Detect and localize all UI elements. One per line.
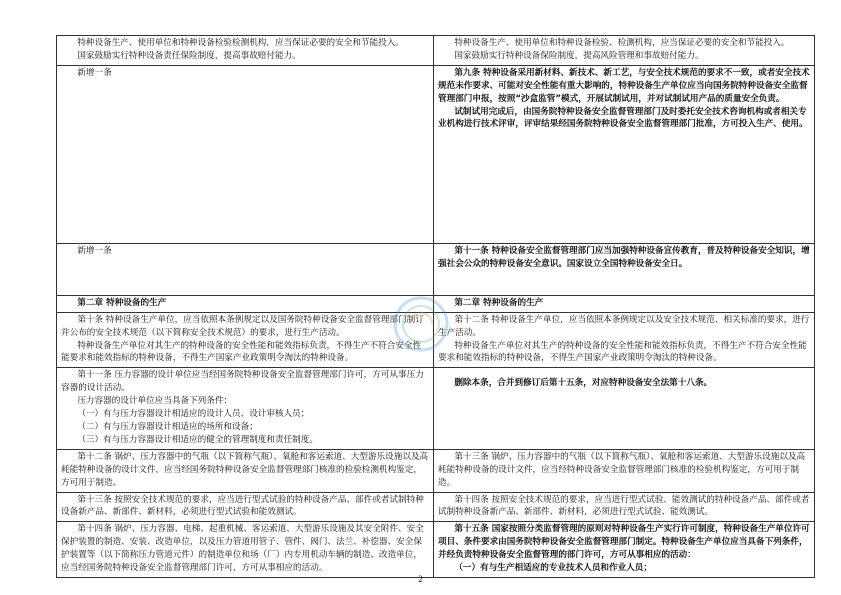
- new-text-cell: [434, 295, 815, 312]
- new-text-cell: [434, 312, 815, 368]
- chapter-heading: 第二章 特种设备的生产: [454, 297, 544, 308]
- paragraph: 第十四条 按照安全技术规范的要求，应当进行型式试验、能效测试的特种设备产品、部件或者试制特种设备新产品、新部件、新材料，必须进行型式试验、能效测试。: [438, 494, 810, 518]
- new-text-cell: [434, 492, 815, 522]
- paragraph: 第十五条 国家按照分类监督管理的原则对特种设备生产实行许可制度，特种设备生产单位许可项目、条件要求由国务院特种设备安全监督管理部门制定。特种设备生产单位应当具备下列条件，并经负责特种设备安全监督管理的部门许可，方可从事相应的活动：: [438, 524, 810, 561]
- paragraph: 试制试用完成后，由国务院特种设备安全监督管理部门及时委托安全技术咨询机构或者相关专业机构进行技术评审，评审结果经国务院特种设备安全监督管理部门批准，方可投入生产、使用。: [438, 106, 808, 130]
- paragraph: 第十三条 锅炉、压力容器中的气瓶（以下简称气瓶）、氧舱和客运索道、大型游乐设施以及高耗能特种设备的设计文件，应当经特种设备安全监督管理部门核准的检验机构鉴定，方可用于制造。: [438, 451, 806, 488]
- new-text-cell: [434, 522, 815, 578]
- paragraph: 国家鼓励实行特种设备责任保险制度，提高事故赔付能力。: [77, 50, 301, 61]
- new-text-cell: [434, 243, 815, 295]
- paragraph: 删除本条，合并到修订后第十五条，对应特种设备安全法第十八条。: [454, 378, 713, 389]
- paragraph: （三）有与压力容器设计相适应的健全的管理制度和责任制度。: [77, 434, 318, 445]
- paragraph: 特种设备生产、使用单位和特种设备检验、检测机构，应当保证必要的安全和节能投入。: [454, 38, 790, 48]
- table-row: [57, 492, 815, 522]
- old-text-cell: [57, 312, 434, 368]
- paragraph: 第十一条 压力容器的设计单位应当经国务院特种设备安全监督管理部门许可，方可从事压力容器的设计活动。: [61, 370, 424, 394]
- paragraph: 第十三条 按照安全技术规范的要求，应当进行型式试验的特种设备产品、部件或者试制特种设备新产品、新部件、新材料，必须进行型式试验和能效测试。: [61, 494, 424, 518]
- paragraph: 第九条 特种设备采用新材料、新技术、新工艺，与安全技术规范的要求不一致，或者安全技术规范未作要求、可能对安全性能有重大影响的，特种设备生产单位应当向国务院特种设备安全监督管理部门申报，按照“沙盒监管”模式，开展试制试用，并对试制试用产品的质量安全负责。: [438, 67, 810, 104]
- chapter-heading: 第二章 特种设备的生产: [77, 297, 167, 308]
- paragraph: 第十二条 特种设备生产单位，应当依照本条例规定以及安全技术规范、相关标准的要求，进行生产活动。: [438, 314, 810, 338]
- table-row: [57, 36, 815, 66]
- paragraph: 第十条 特种设备生产单位，应当依照本条例规定以及国务院特种设备安全监督管理部门制订并公布的安全技术规范（以下简称安全技术规范）的要求，进行生产活动。: [61, 314, 424, 338]
- old-text-cell: [57, 36, 434, 66]
- paragraph: 新增一条: [77, 245, 112, 256]
- new-text-cell: [434, 65, 815, 243]
- old-text-cell: [57, 243, 434, 295]
- paragraph: （一）有与压力容器设计相适应的设计人员、设计审核人员；: [77, 409, 310, 420]
- table-row: [57, 449, 815, 492]
- new-text-cell: [434, 36, 815, 66]
- old-text-cell: [57, 449, 434, 492]
- paragraph: 特种设备生产、使用单位和特种设备检验检测机构，应当保证必要的安全和节能投入。: [77, 38, 404, 48]
- seal-icon: [392, 295, 450, 353]
- paragraph: 国家鼓励实行特种设备保险制度，提高风险管理和事故赔付能力。: [454, 50, 704, 61]
- old-text-cell: [57, 492, 434, 522]
- paragraph: 第十二条 锅炉、压力容器中的气瓶（以下简称气瓶）、氧舱和客运索道、大型游乐设施以及高耗能特种设备的设计文件，应当经国务院特种设备安全监督管理部门核准的检验检测机构鉴定，方可用于制造。: [61, 451, 429, 488]
- paragraph: 特种设备生产单位对其生产的特种设备的安全性能和能效指标负责，不得生产不符合安全性能要求和能效指标的特种设备，不得生产国家产业政策明令淘汰的特种设备。: [438, 340, 807, 364]
- table-row: [57, 368, 815, 449]
- paragraph: （二）有与压力容器设计相适应的场所和设备；: [77, 421, 258, 432]
- paragraph: 第十四条 锅炉、压力容器、电梯、起重机械、客运索道、大型游乐设施及其安全附件、安全保护装置的制造、安装、改造单位，以及压力管道用管子、管件、阀门、法兰、补偿器、安全保护装置等（以下简称压力管道元件）的制造单位和场（厂）内专用机动车辆的制造、改造单位，应当经国务院特种设备安全监督管理部门许可，方可从事相应的活动。: [61, 524, 424, 574]
- paragraph: 新增一条: [77, 67, 112, 78]
- old-text-cell: [57, 522, 434, 578]
- table-row: [57, 243, 815, 295]
- paragraph: 特种设备生产单位对其生产的特种设备的安全性能和能效指标负责，不得生产不符合安全性能要求和能效指标的特种设备，不得生产国家产业政策明令淘汰的特种设备。: [61, 340, 422, 364]
- old-text-cell: [57, 65, 434, 243]
- paragraph: 压力容器的设计单位应当具备下列条件：: [77, 396, 233, 407]
- table-row: [57, 522, 815, 578]
- old-text-cell: [57, 368, 434, 449]
- old-text-cell: [57, 295, 434, 312]
- page-number: 2: [418, 574, 423, 584]
- paragraph: （一）有与生产相适应的专业技术人员和作业人员；: [454, 563, 652, 574]
- new-text-cell: [434, 449, 815, 492]
- new-text-cell: [434, 368, 815, 449]
- paragraph: 第十一条 特种设备安全监督管理部门应当加强特种设备宣传教育，普及特种设备安全知识，增强社会公众的特种设备安全意识。国家设立全国特种设备安全日。: [438, 245, 810, 269]
- table-row: [57, 65, 815, 243]
